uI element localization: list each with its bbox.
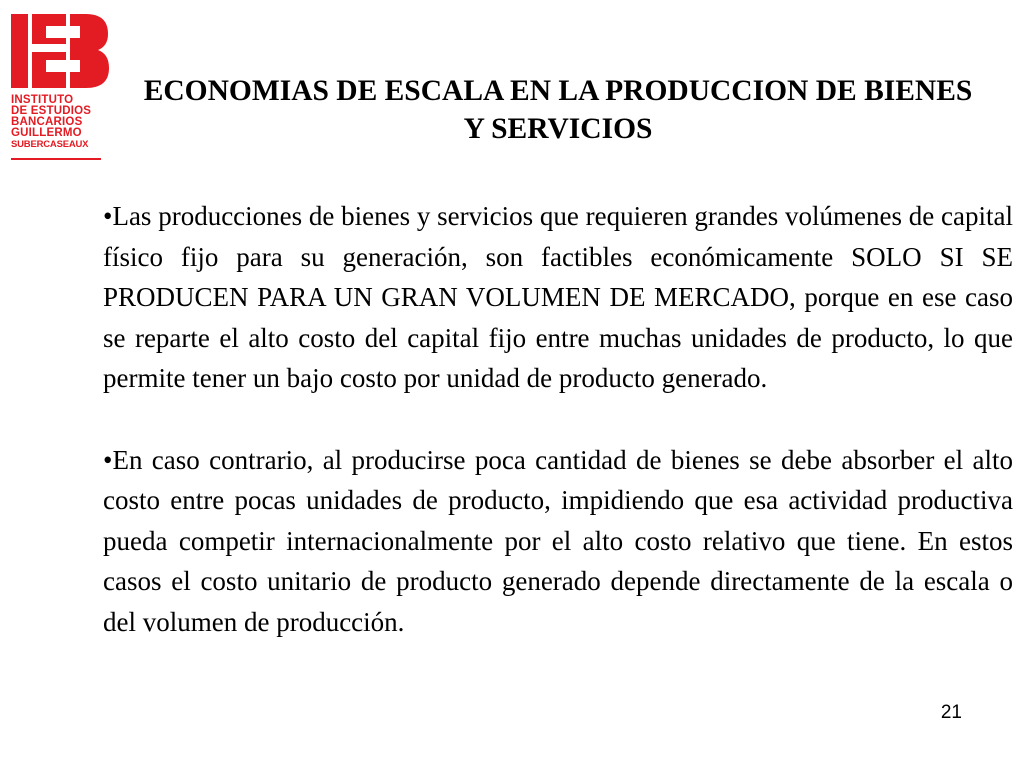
logo-line-2: DE ESTUDIOS — [11, 105, 92, 117]
logo-line-4: GUILLERMO — [11, 127, 82, 139]
logo-line-3: BANCARIOS — [11, 116, 83, 128]
logo-underline — [11, 158, 101, 160]
slide-title: ECONOMIAS DE ESCALA EN LA PRODUCCION DE BIENES Y SERVICIOS — [143, 75, 973, 145]
logo-line-5: SUBERCASEAUX — [11, 139, 89, 150]
logo-line-1: INSTITUTO — [11, 94, 74, 106]
bullet-paragraph-2: •En caso contrario, al producirse poca cantidad de bienes se debe absorber el alto costo entre pocas unidades de producto, impidiendo que esa actividad productiva pueda competir internacionalmente por el alto costo relativo que tiene. En estos casos el costo unitario de producto generado depende directamente de la escala o del volumen de producción. — [103, 444, 1013, 637]
slide-body — [103, 196, 1013, 642]
logo-wordmark — [11, 95, 111, 150]
bullet-paragraph-1: •Las producciones de bienes y servicios que requieren grandes volúmenes de capital físico fijo para su generación, son factibles económicamente SOLO SI SE PRODUCEN PARA UN GRAN VOLUMEN DE MERCADO, porque en ese caso se reparte el alto costo del capital fijo entre muchas unidades de producto, lo que permite tener un bajo costo por unidad de producto generado. — [103, 201, 1013, 393]
page-number: 21 — [940, 702, 962, 723]
logo-mark-icon — [8, 8, 112, 98]
